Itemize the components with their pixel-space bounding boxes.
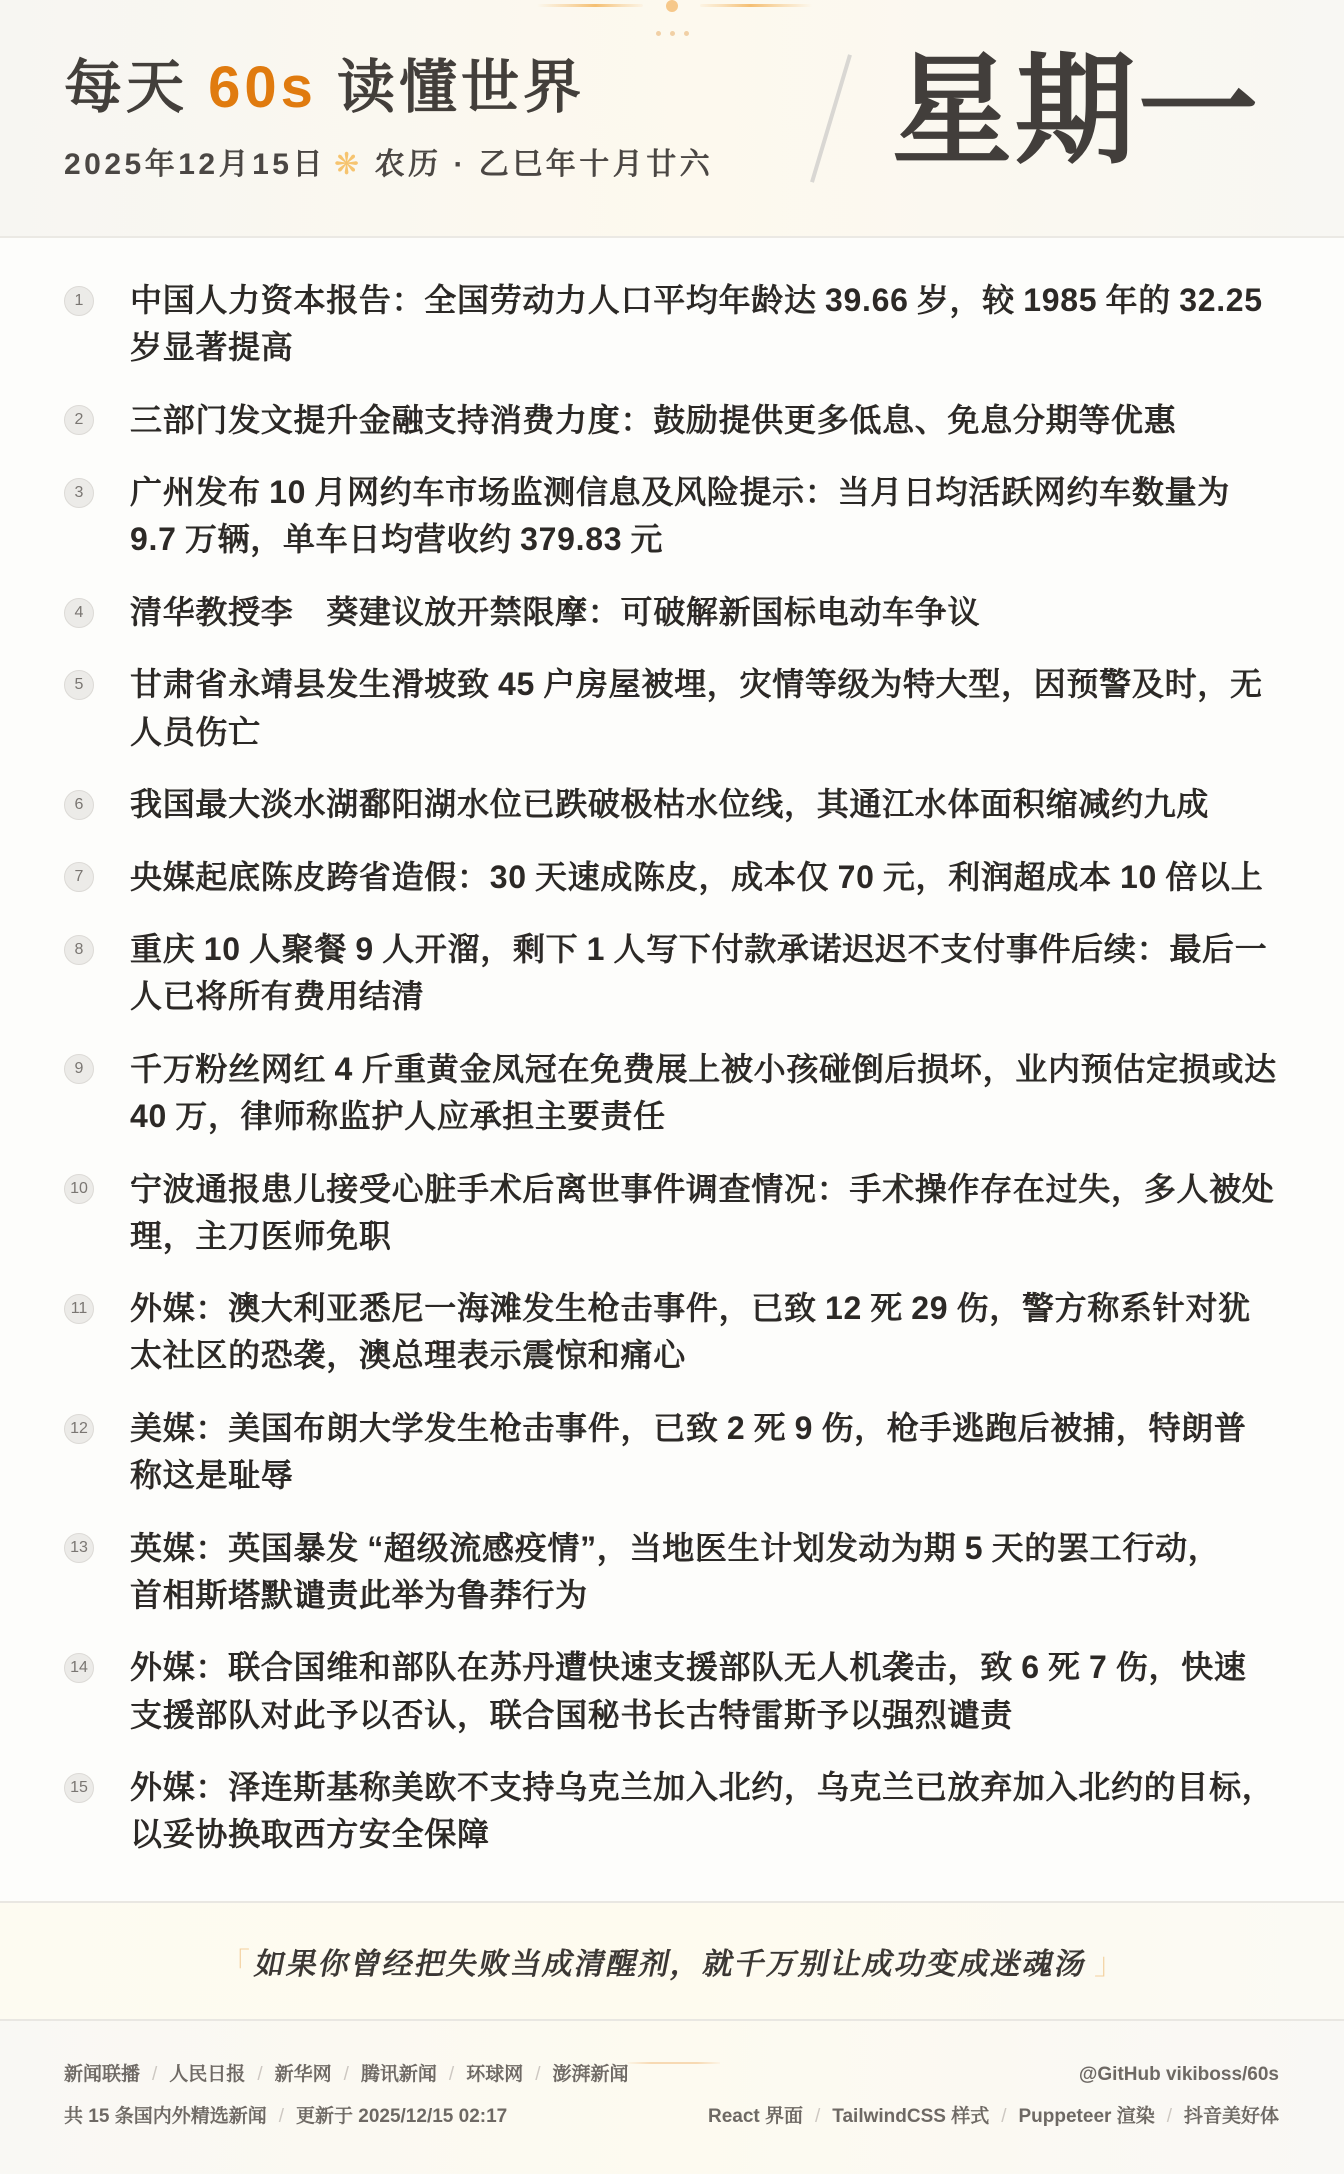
updated-time: 更新于 2025/12/15 02:17 [295, 2106, 508, 2127]
header [0, 0, 1344, 238]
separator: / [448, 2064, 455, 2085]
news-title-line: 首相斯塔默谴责此举为鲁莽行为 [130, 1576, 588, 1613]
item-number-badge: 4 [64, 598, 94, 628]
source-item: 新闻联播 [64, 2064, 141, 2085]
news-title-line: 外媒：泽连斯基称美欧不支持乌克兰加入北约，乌克兰已放弃加入北约的目标， [130, 1769, 1275, 1806]
separator: / [278, 2106, 284, 2127]
asterisk-icon: ❋ [333, 148, 363, 181]
news-item [0, 854, 1280, 901]
item-number-badge: 11 [64, 1294, 94, 1324]
item-number-badge: 7 [64, 862, 94, 892]
item-number-badge: 6 [64, 790, 94, 820]
lunar-date: 农历 · 乙巳年十月廿六 [374, 148, 714, 181]
news-item [0, 1644, 1280, 1738]
item-number-badge: 9 [64, 1054, 94, 1084]
separator: / [343, 2064, 349, 2085]
news-item [0, 1525, 1280, 1619]
source-item: 腾讯新闻 [360, 2064, 437, 2085]
quote-text: 如果你曾经把失败当成清醒剂，就千万别让成功变成迷魂汤 [252, 1948, 1091, 1981]
source-item: 新华网 [274, 2064, 332, 2085]
weekday: 星期一 [892, 44, 1261, 178]
source-item: 环球网 [466, 2064, 524, 2085]
footer-decoration-line [628, 2062, 720, 2064]
news-title-line: 央媒起底陈皮跨省造假：30 天速成陈皮，成本仅 70 元，利润超成本 10 倍以上 [130, 858, 1264, 895]
news-title-line: 重庆 10 人聚餐 9 人开溜，剩下 1 人写下付款承诺迟迟不支付事件后续：最后一 [130, 931, 1268, 968]
news-list [0, 238, 1344, 1884]
news-item [0, 926, 1280, 1020]
news-title-line: 以妥协换取西方安全保障 [130, 1816, 490, 1853]
daily-quote [0, 1901, 1344, 2021]
title-highlight: 60s [208, 55, 317, 120]
news-item [0, 1285, 1280, 1379]
news-title-line: 理，主刀医师免职 [130, 1217, 392, 1254]
item-number-badge: 14 [64, 1653, 94, 1683]
separator: / [257, 2064, 263, 2085]
item-number-badge: 15 [64, 1773, 94, 1803]
news-title-line: 称这是耻辱 [130, 1457, 294, 1494]
title-suffix: 读懂世界 [337, 55, 586, 120]
news-title-line: 岁显著提高 [130, 329, 294, 366]
header-decoration-dot [670, 31, 675, 36]
news-title-line: 人已将所有费用结清 [130, 978, 425, 1015]
item-number-badge: 13 [64, 1533, 94, 1563]
news-count: 共 15 条国内外精选新闻 [64, 2106, 267, 2127]
header-divider-slash [810, 54, 852, 183]
news-title-line: 千万粉丝网红 4 斤重黄金凤冠在免费展上被小孩碰倒后损坏，业内预估定损或达 [130, 1050, 1277, 1087]
header-decoration-circle [666, 0, 678, 12]
news-summary [64, 2103, 507, 2131]
news-item [0, 469, 1280, 563]
news-item [0, 661, 1280, 755]
news-title-line: 外媒：澳大利亚悉尼一海滩发生枪击事件，已致 12 死 29 伤，警方称系针对犹 [130, 1290, 1251, 1327]
news-item [0, 589, 1280, 636]
news-title-line: 中国人力资本报告：全国劳动力人口平均年龄达 39.66 岁，较 1985 年的 32.25 [130, 282, 1263, 318]
news-item [0, 1405, 1280, 1499]
header-decoration-line-right [700, 4, 812, 7]
item-number-badge: 5 [64, 670, 94, 700]
separator: / [815, 2106, 821, 2127]
news-title-line: 9.7 万辆，单车日均营收约 379.83 元 [130, 521, 664, 558]
footer [0, 2021, 1344, 2174]
news-title-line: 清华教授李 葵建议放开禁限摩：可破解新国标电动车争议 [130, 593, 981, 630]
tech-credits [708, 2103, 1279, 2131]
separator: / [1166, 2106, 1172, 2127]
title-prefix: 每天 [64, 55, 189, 120]
news-title-line: 广州发布 10 月网约车市场监测信息及风险提示：当月日均活跃网约车数量为 [130, 474, 1230, 511]
news-title-line: 我国最大淡水湖鄱阳湖水位已跌破极枯水位线，其通江水体面积缩减约九成 [130, 786, 1210, 823]
item-number-badge: 8 [64, 935, 94, 965]
news-item [0, 781, 1280, 828]
news-title-line: 40 万，律师称监护人应承担主要责任 [130, 1098, 666, 1135]
separator: / [535, 2064, 541, 2085]
news-item [0, 1046, 1280, 1140]
news-item [0, 277, 1280, 371]
page-title [64, 53, 585, 123]
quote-open-mark: 「 [220, 1948, 250, 1981]
news-title-line: 甘肃省永靖县发生滑坡致 45 户房屋被埋，灾情等级为特大型，因预警及时，无 [130, 666, 1263, 703]
header-decoration-dot [684, 31, 689, 36]
header-decoration-line-left [537, 4, 643, 7]
repo-credit: @GitHub vikiboss/60s [1078, 2064, 1279, 2085]
credit-item: React 界面 [707, 2106, 803, 2127]
news-item [0, 1166, 1280, 1260]
news-sources [64, 2061, 629, 2089]
news-title-line: 支援部队对此予以否认，联合国秘书长古特雷斯予以强烈谴责 [130, 1696, 1013, 1733]
item-number-badge: 1 [64, 286, 94, 316]
news-item [0, 1764, 1280, 1858]
credit-item: TailwindCSS 样式 [832, 2106, 990, 2127]
separator: / [1001, 2106, 1007, 2127]
news-title-line: 人员伤亡 [130, 713, 261, 750]
source-item: 人民日报 [169, 2064, 246, 2085]
credit-item: 抖音美好体 [1183, 2106, 1279, 2127]
news-title-line: 三部门发文提升金融支持消费力度：鼓励提供更多低息、免息分期等优惠 [130, 401, 1177, 438]
item-number-badge: 2 [64, 405, 94, 435]
date-line [64, 145, 713, 185]
separator: / [152, 2064, 158, 2085]
quote-close-mark: 」 [1094, 1948, 1124, 1981]
news-title-line: 英媒：英国暴发 “超级流感疫情”，当地医生计划发动为期 5 天的罢工行动， [130, 1529, 1221, 1566]
item-number-badge: 12 [64, 1414, 94, 1444]
gregorian-date: 2025年12月15日 [64, 148, 326, 181]
news-title-line: 太社区的恐袭，澳总理表示震惊和痛心 [130, 1337, 686, 1374]
item-number-badge: 10 [64, 1174, 94, 1204]
news-title-line: 美媒：美国布朗大学发生枪击事件，已致 2 死 9 伤，枪手逃跑后被捕，特朗普 [130, 1409, 1247, 1446]
credit-item: Puppeteer 渲染 [1018, 2106, 1155, 2127]
item-number-badge: 3 [64, 478, 94, 508]
news-item [0, 397, 1280, 444]
news-title-line: 宁波通报患儿接受心脏手术后离世事件调查情况：手术操作存在过失，多人被处 [130, 1170, 1275, 1207]
header-decoration-dot [656, 31, 661, 36]
source-item: 澎湃新闻 [552, 2064, 629, 2085]
news-title-line: 外媒：联合国维和部队在苏丹遭快速支援部队无人机袭击，致 6 死 7 伤，快速 [130, 1649, 1247, 1686]
